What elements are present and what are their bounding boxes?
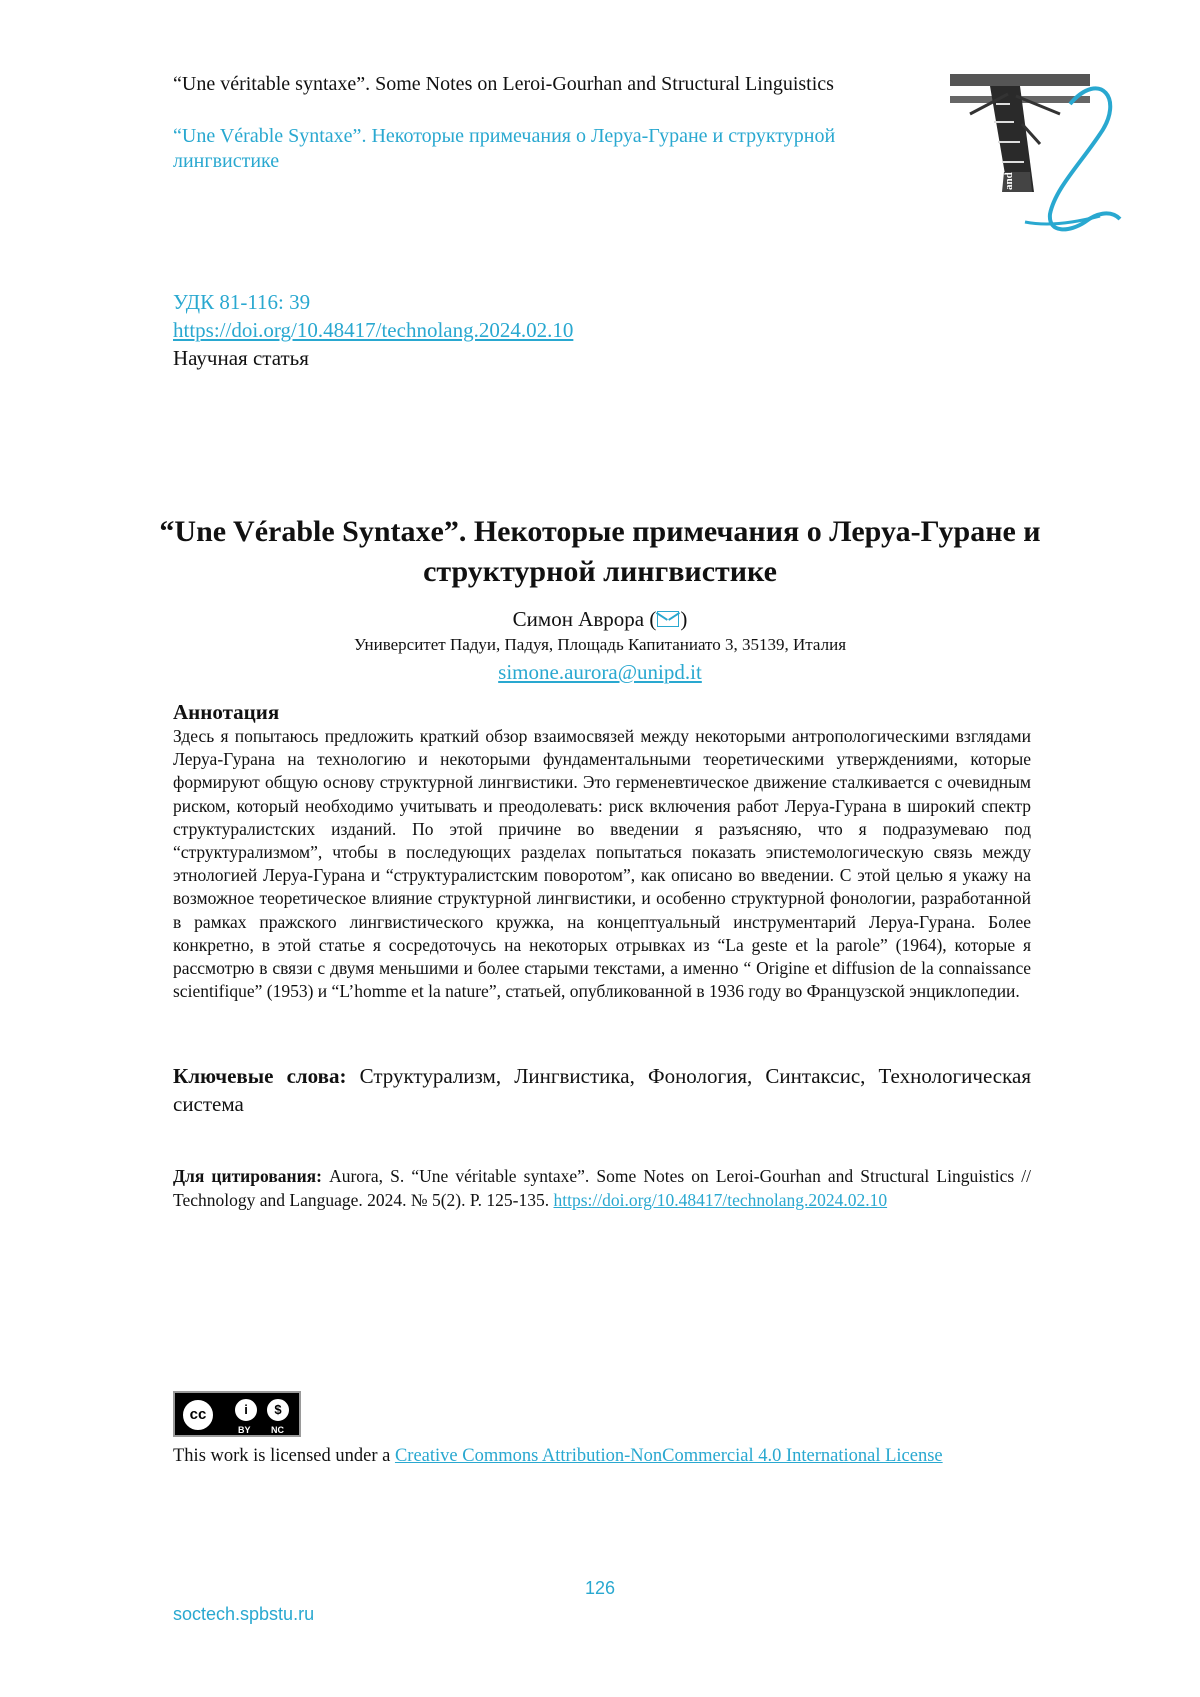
logo-text: and <box>1003 172 1015 190</box>
citation-label: Для цитирования: <box>173 1166 322 1186</box>
author-affiliation: Университет Падуи, Падуя, Площадь Капитаниато 3, 35139, Италия <box>353 635 847 654</box>
udk-code: УДК 81-116: 39 <box>173 290 311 314</box>
page-number: 126 <box>584 1578 616 1598</box>
nc-icon: $ <box>265 1397 291 1423</box>
nc-label: NC <box>271 1425 284 1435</box>
running-title-ru: “Une Vérable Syntaxe”. Некоторые примечания о Леруа-Гуране и структурной лингвистике <box>173 125 836 172</box>
doi-link[interactable]: https://doi.org/10.48417/technolang.2024.02.10 <box>173 318 574 342</box>
journal-logo <box>950 74 1130 244</box>
site-url[interactable]: soctech.spbstu.ru <box>173 1604 315 1624</box>
citation-doi-link[interactable]: https://doi.org/10.48417/technolang.2024.02.10 <box>553 1190 888 1210</box>
license-prefix: This work is licensed under a <box>173 1446 395 1466</box>
author-paren-close: ) <box>680 607 688 631</box>
license-link[interactable]: Creative Commons Attribution-NonCommercial 4.0 International License <box>394 1446 943 1466</box>
keywords-text: Структурализм, Лингвистика, Фонология, Синтаксис, Технологическая система <box>173 1064 1031 1116</box>
author-email-link[interactable]: simone.aurora@unipd.it <box>498 660 702 684</box>
cc-license-badge[interactable] <box>173 1391 301 1437</box>
abstract-heading: Аннотация <box>173 700 280 724</box>
cc-icon: cc <box>181 1398 215 1432</box>
by-label: BY <box>238 1425 251 1435</box>
article-title: “Une Vérable Syntaxe”. Некоторые примечания о Леруа-Гуране и структурной лингвистике <box>159 515 1041 588</box>
author-line <box>150 605 1050 633</box>
citation-block <box>173 1164 1031 1212</box>
license-line <box>173 1444 943 1468</box>
keywords <box>173 1062 1031 1118</box>
running-title-en: “Une véritable syntaxe”. Some Notes on Leroi-Gourhan and Structural Linguistics <box>173 73 834 95</box>
article-type: Научная статья <box>173 346 309 370</box>
abstract-text: Здесь я попытаюсь предложить краткий обзор взаимосвязей между некоторыми антропологическими взглядами Леруа-Гурана на технологию и некоторыми фундаментальными теоретическими утверждениями, которые формируют общую основу структурной лингвистики. Это герменевтическое движение сталкивается с очевидным риском, который необходимо учитывать и преодолевать: риск включения работ Леруа-Гурана в широкий спектр структуралистских изданий. По этой причине во введении я разъясняю, что я подразумеваю под “структурализмом”, чтобы в последующих разделах попытаться показать эпистемологическую связь между этнологией Леруа-Гурана и “структуралистским поворотом”, как описано во введении. С этой целью я укажу на возможное теоретическое влияние структурной лингвистики, и особенно структурной фонологии, разработанной в рамках пражского лингвистического кружка, на концептуальный инструментарий Леруа-Гурана. Более конкретно, в этой статье я сосредоточусь на некоторых отрывках из “La geste et la parole” (1964), которые я рассмотрю в связи с двумя меньшими и более старыми текстами, а именно “ Origine et diffusion de la connaissance scientifique” (1953) и “L’homme et la nature”, статьей, опубликованной в 1936 году во Французской энциклопедии. <box>173 726 1031 1002</box>
by-icon: i <box>233 1397 259 1423</box>
article-meta <box>173 288 573 372</box>
keywords-label: Ключевые слова: <box>173 1064 347 1088</box>
citation-text: Aurora, S. “Une véritable syntaxe”. Some Notes on Leroi-Gourhan and Structural Linguistics // Technology and Language. 2024. № 5(2). P. 125-135. <box>173 1166 1031 1210</box>
author-name: Симон Аврора <box>512 607 645 631</box>
mail-icon[interactable] <box>657 611 679 627</box>
author-paren-open: ( <box>649 607 657 631</box>
